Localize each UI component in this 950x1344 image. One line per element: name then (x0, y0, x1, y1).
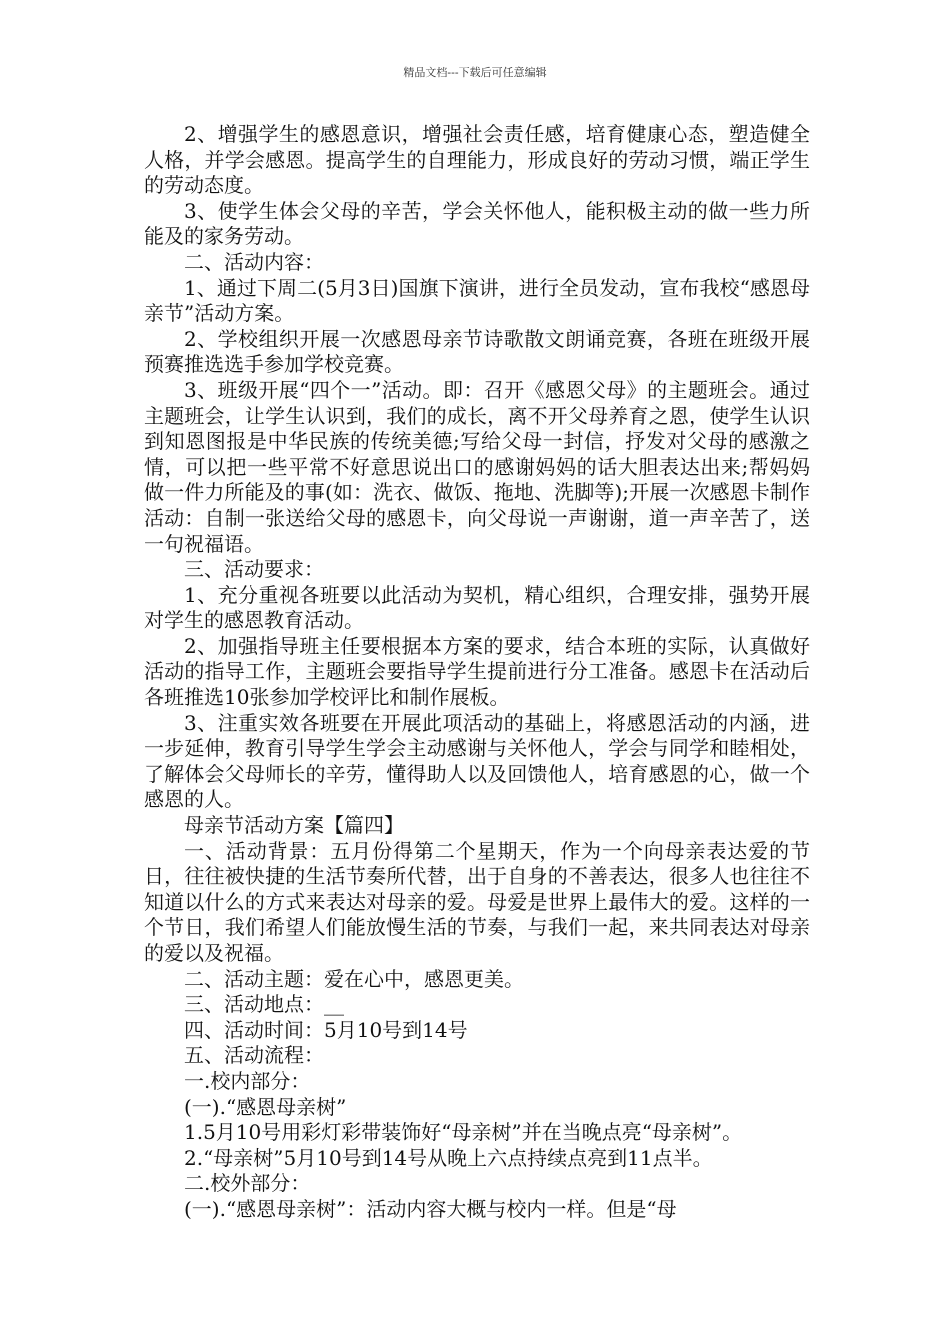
paragraph-time: 四、活动时间：5月10号到14号 (184, 1017, 468, 1042)
paragraph-goal-2: 2、增强学生的感恩意识，增强社会责任感，培育健康心态，塑造健全人格，并学会感恩。提高学生的自理能力，形成良好的劳动习惯，端正学生的劳动态度。 (144, 122, 810, 198)
paragraph-process: 五、活动流程： (184, 1043, 324, 1068)
paragraph-off-campus-tree: (一).“感恩母亲树”：活动内容大概与校内一样。但是“母 (184, 1196, 677, 1221)
section-heading-requirements: 三、活动要求： (184, 557, 324, 582)
plan-title-part-four: 母亲节活动方案【篇四】 (184, 813, 404, 838)
paragraph-content-2: 2、学校组织开展一次感恩母亲节诗歌散文朗诵竞赛，各班在班级开展预赛推选选手参加学校竞赛。 (144, 326, 810, 377)
paragraph-on-campus-tree: (一).“感恩母亲树” (184, 1094, 347, 1119)
paragraph-requirement-3: 3、注重实效各班要在开展此项活动的基础上，将感恩活动的内涵，进一步延伸，教育引导学生学会主动感谢与关怀他人，学会与同学和睦相处，了解体会父母师长的辛劳，懂得助人以及回馈他人，培育感恩的心，做一个感恩的人。 (144, 710, 810, 812)
section-heading-content: 二、活动内容： (184, 249, 324, 274)
paragraph-background: 一、活动背景：五月份得第二个星期天，作为一个向母亲表达爱的节日，往往被快捷的生活节奏所代替，出于自身的不善表达，很多人也往往不知道以什么的方式来表达对母亲的爱。母爱是世界上最伟大的爱。这样的一个节日，我们希望人们能放慢生活的节奏，与我们一起，来共同表达对母亲的爱以及祝福。 (144, 838, 810, 965)
paragraph-content-1: 1、通过下周二(5月3日)国旗下演讲，进行全员发动，宣布我校“感恩母亲节”活动方案。 (144, 275, 810, 326)
paragraph-on-campus: 一.校内部分： (184, 1068, 311, 1093)
paragraph-on-campus-step-2: 2.“母亲树”5月10号到14号从晚上六点持续点亮到11点半。 (184, 1145, 713, 1170)
paragraph-theme: 二、活动主题：爱在心中，感恩更美。 (184, 966, 524, 991)
paragraph-content-3: 3、班级开展“四个一”活动。即：召开《感恩父母》的主题班会。通过主题班会，让学生认识到，我们的成长，离不开父母养育之恩，使学生认识到知恩图报是中华民族的传统美德;写给父母一封信，抒发对父母的感激之情，可以把一些平常不好意思说出口的感谢妈妈的话大胆表达出来;帮妈妈做一件力所能及的事(如：洗衣、做饭、拖地、洗脚等);开展一次感恩卡制作活动：自制一张送给父母的感恩卡，向父母说一声谢谢，道一声辛苦了，送一句祝福语。 (144, 377, 810, 556)
paragraph-off-campus: 二.校外部分： (184, 1171, 311, 1196)
paragraph-location: 三、活动地点：__ (184, 992, 344, 1017)
page-header: 精品文档---下载后可任意编辑 (403, 66, 547, 79)
document-body (144, 122, 810, 1223)
paragraph-goal-3: 3、使学生体会父母的辛苦，学会关怀他人，能积极主动的做一些力所能及的家务劳动。 (144, 198, 810, 249)
paragraph-requirement-1: 1、充分重视各班要以此活动为契机，精心组织，合理安排，强势开展对学生的感恩教育活动。 (144, 582, 810, 633)
paragraph-requirement-2: 2、加强指导班主任要根据本方案的要求，结合本班的实际，认真做好活动的指导工作，主题班会要指导学生提前进行分工准备。感恩卡在活动后各班推选10张参加学校评比和制作展板。 (144, 633, 810, 710)
paragraph-on-campus-step-1: 1.5月10号用彩灯彩带装饰好“母亲树”并在当晚点亮“母亲树”。 (184, 1120, 743, 1145)
